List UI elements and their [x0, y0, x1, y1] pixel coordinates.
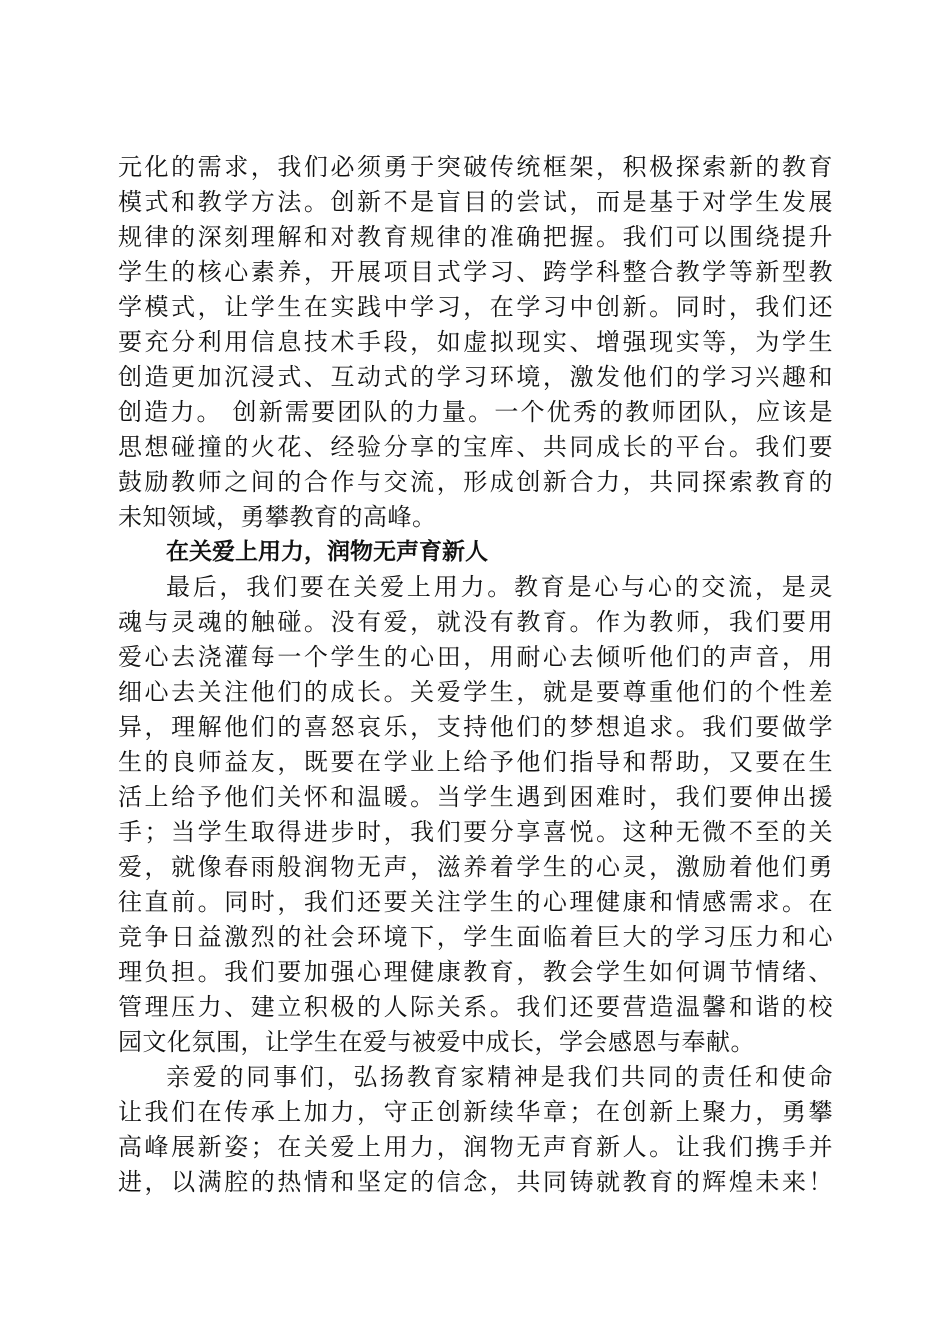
text-line: 异，理解他们的喜怒哀乐，支持他们的梦想追求。我们要做学 — [118, 713, 833, 741]
text-line: 要充分利用信息技术手段，如虚拟现实、增强现实等，为学生 — [118, 328, 833, 356]
text-line: 亲爱的同事们，弘扬教育家精神是我们共同的责任和使命 — [166, 1063, 833, 1091]
text-line: 理负担。我们要加强心理健康教育，教会学生如何调节情绪、 — [118, 958, 833, 986]
section-heading: 在关爱上用力，润物无声育新人 — [166, 539, 488, 565]
text-line: 元化的需求，我们必须勇于突破传统框架，积极探索新的教育 — [118, 153, 833, 181]
document-body — [118, 150, 833, 1200]
text-line: 往直前。同时，我们还要关注学生的心理健康和情感需求。在 — [118, 888, 833, 916]
text-line: 进，以满腔的热情和坚定的信念，共同铸就教育的辉煌未来！ — [118, 1168, 833, 1196]
text-line: 模式和教学方法。创新不是盲目的尝试，而是基于对学生发展 — [118, 188, 833, 216]
text-line: 创造力。 创新需要团队的力量。一个优秀的教师团队，应该是 — [118, 398, 833, 426]
text-line: 细心去关注他们的成长。关爱学生，就是要尊重他们的个性差 — [118, 678, 833, 706]
text-line: 生的良师益友，既要在学业上给予他们指导和帮助，又要在生 — [118, 748, 833, 776]
text-line: 最后，我们要在关爱上用力。教育是心与心的交流，是灵 — [166, 573, 833, 601]
text-line: 魂与灵魂的触碰。没有爱，就没有教育。作为教师，我们要用 — [118, 608, 833, 636]
text-line: 高峰展新姿；在关爱上用力，润物无声育新人。让我们携手并 — [118, 1133, 833, 1161]
text-line: 爱，就像春雨般润物无声，滋养着学生的心灵，激励着他们勇 — [118, 853, 833, 881]
text-line: 园文化氛围，让学生在爱与被爱中成长，学会感恩与奉献。 — [118, 1028, 755, 1056]
text-line: 管理压力、建立积极的人际关系。我们还要营造温馨和谐的校 — [118, 993, 833, 1021]
paragraph-continuation — [118, 150, 833, 535]
paragraph-care — [118, 570, 833, 1060]
text-line: 创造更加沉浸式、互动式的学习环境，激发他们的学习兴趣和 — [118, 363, 833, 391]
text-line: 思想碰撞的火花、经验分享的宝库、共同成长的平台。我们要 — [118, 433, 833, 461]
text-line: 爱心去浇灌每一个学生的心田，用耐心去倾听他们的声音，用 — [118, 643, 833, 671]
text-line: 让我们在传承上加力，守正创新续华章；在创新上聚力，勇攀 — [118, 1098, 833, 1126]
text-line: 活上给予他们关怀和温暖。当学生遇到困难时，我们要伸出援 — [118, 783, 833, 811]
text-line: 未知领域，勇攀教育的高峰。 — [118, 503, 437, 531]
paragraph-closing — [118, 1060, 833, 1200]
text-line: 学生的核心素养，开展项目式学习、跨学科整合教学等新型教 — [118, 258, 833, 286]
text-line: 竞争日益激烈的社会环境下，学生面临着巨大的学习压力和心 — [118, 923, 833, 951]
text-line: 手；当学生取得进步时，我们要分享喜悦。这种无微不至的关 — [118, 818, 833, 846]
text-line: 鼓励教师之间的合作与交流，形成创新合力，共同探索教育的 — [118, 468, 833, 496]
text-line: 学模式，让学生在实践中学习，在学习中创新。同时，我们还 — [118, 293, 833, 321]
text-line: 规律的深刻理解和对教育规律的准确把握。我们可以围绕提升 — [118, 223, 833, 251]
